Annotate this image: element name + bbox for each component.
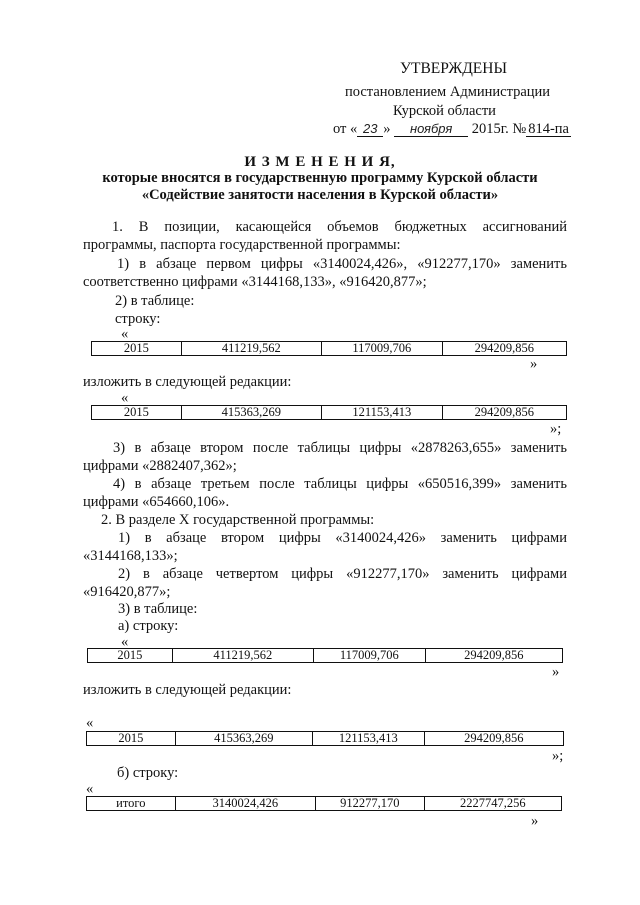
approval-date-line (333, 121, 571, 138)
table-cell: 121153,413 (321, 406, 442, 419)
p1-line-1: 1. В позиции, касающейся объемов бюджетных ассигнований (112, 219, 567, 235)
p2-1-line-2: «3144168,133»; (83, 548, 178, 564)
p1-4-line-2: цифрами «654660,106». (83, 494, 230, 510)
date-year: 2015г. (471, 121, 509, 137)
p2-2-line-1: 2) в абзаце четвертом цифры «912277,170» заменить цифрами (118, 566, 567, 582)
p1-3-line-1: 3) в абзаце втором после таблицы цифры «2878263,655» заменить (113, 440, 567, 456)
table-cell: 294209,856 (442, 406, 566, 419)
table-cell: 2227747,256 (424, 797, 561, 810)
p2-3b-label: б) строку: (117, 765, 179, 781)
p2-heading: 2. В разделе X государственной программы: (101, 512, 375, 528)
replace-label-2: изложить в следующей редакции: (83, 682, 292, 698)
table-cell: 2015 (118, 732, 144, 745)
table-cell: 411219,562 (181, 342, 321, 355)
quote-close: » (552, 664, 560, 680)
p1-1-line-1: 1) в абзаце первом цифры «3140024,426», «912277,170» заменить (117, 256, 567, 272)
table-cell: 3140024,426 (175, 797, 315, 810)
title-line-1: которые вносятся в государственную программу Курской области (102, 170, 538, 186)
p1-4-line-1: 4) в абзаце третьем после таблицы цифры «650516,399» заменить (113, 476, 567, 492)
date-sep: » (383, 121, 391, 137)
quote-close-semicolon: »; (552, 748, 564, 764)
date-prefix: от « (333, 121, 358, 137)
quote-close: » (530, 356, 538, 372)
p1-line-2: программы, паспорта государственной программы: (83, 237, 401, 253)
table-cell: 117009,706 (313, 649, 425, 662)
table-cell: 121153,413 (312, 732, 424, 745)
quote-open: « (121, 634, 129, 650)
p2-2-line-2: «916420,877»; (83, 584, 171, 600)
table-row (86, 796, 562, 811)
p1-2-label: 2) в таблице: (115, 293, 195, 309)
quote-open: « (121, 390, 129, 406)
table-cell: 294209,856 (424, 732, 563, 745)
table-cell: 2015 (123, 342, 149, 355)
table-row (91, 405, 567, 420)
quote-open: « (121, 326, 129, 342)
p1-1-line-2: соответственно цифрами «3144168,133», «916420,877»; (83, 274, 427, 290)
table-cell: 415363,269 (175, 732, 312, 745)
title-line-2: «Содействие занятости населения в Курской области» (141, 187, 499, 203)
p2-3a-label: а) строку: (118, 618, 179, 634)
approved-region-line: Курской области (393, 103, 496, 119)
table-cell: 294209,856 (442, 342, 566, 355)
table-cell: 294209,856 (425, 649, 562, 662)
table-row (91, 341, 567, 356)
date-day: 23 (357, 122, 383, 137)
table-cell: 2015 (117, 649, 143, 662)
document-number: 814-па (528, 121, 569, 137)
approved-label: УТВЕРЖДЕНЫ (400, 60, 507, 77)
quote-open: « (86, 781, 94, 797)
table-cell: 117009,706 (321, 342, 442, 355)
number-prefix: № (512, 121, 527, 137)
p1-3-line-2: цифрами «2882407,362»; (83, 458, 237, 474)
p2-3-label: 3) в таблице: (118, 601, 198, 617)
table-cell: 912277,170 (315, 797, 424, 810)
table-row (87, 648, 563, 663)
document-heading: И З М Е Н Е Н И Я, (244, 154, 396, 170)
date-month: ноября (394, 122, 468, 137)
quote-open: « (86, 715, 94, 731)
table-cell: итого (116, 797, 146, 810)
table-cell: 415363,269 (181, 406, 321, 419)
p1-2-row-label: строку: (115, 311, 161, 327)
replace-label-1: изложить в следующей редакции: (83, 374, 292, 390)
quote-close-semicolon: »; (550, 421, 562, 437)
table-cell: 411219,562 (172, 649, 313, 662)
approved-by-line: постановлением Администрации (345, 84, 551, 100)
table-cell: 2015 (123, 406, 149, 419)
table-row (86, 731, 564, 746)
quote-close: » (531, 813, 539, 829)
p2-1-line-1: 1) в абзаце втором цифры «3140024,426» заменить цифрами (118, 530, 567, 546)
